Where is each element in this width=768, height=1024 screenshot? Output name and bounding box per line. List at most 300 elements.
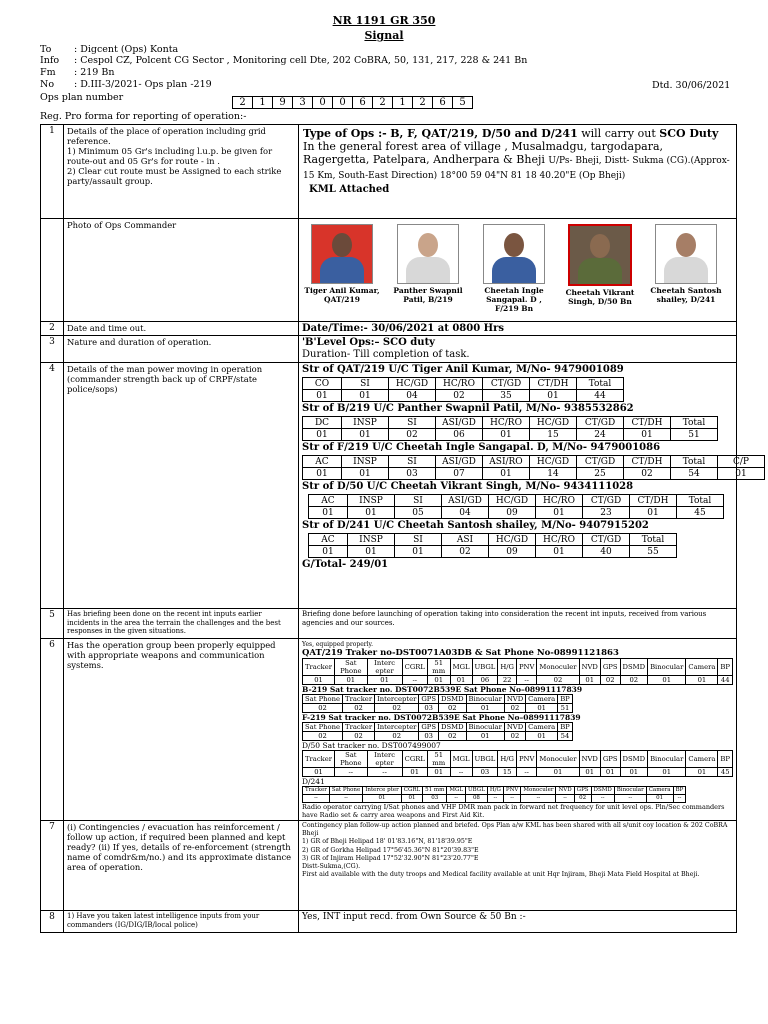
manpower-header-cell: Total — [671, 456, 718, 468]
manpower-value-cell: 01 — [624, 429, 671, 441]
equipment-value-cell: 02 — [343, 704, 375, 713]
equipment-value-cell: 01 — [303, 676, 335, 685]
equipment-header-cell: Binocular — [614, 787, 646, 795]
equipment-value-cell: 02 — [303, 704, 343, 713]
equipment-header-cell: Intercepter — [375, 723, 419, 732]
manpower-group-title: Str of QAT/219 U/C Tiger Anil Kumar, M/No- 9479001089 — [302, 364, 624, 375]
contingency-line: Distt-Sukma,(CG). — [302, 863, 361, 871]
equipment-value-cell: 01 — [686, 676, 718, 685]
equipment-value-cell: 01 — [363, 795, 402, 803]
equipment-header-cell: Camera — [526, 695, 558, 704]
equipment-header-cell: NVD — [504, 695, 525, 704]
manpower-table — [302, 416, 718, 441]
photo-body-shape — [578, 258, 622, 286]
equipment-header-cell: NVD — [504, 723, 525, 732]
manpower-value-cell: 54 — [671, 468, 718, 480]
equipment-header-cell: BP — [558, 695, 573, 704]
equipment-value-cell: 06 — [472, 676, 498, 685]
equipment-header-cell: DSMD — [591, 787, 614, 795]
equipment-header-cell: BP — [718, 751, 733, 768]
equipment-value-cell: 01 — [620, 768, 648, 777]
row-contingency: 7 (i) Contingencies / evacuation has reinforcement / follow up action, if required been planned and kept ready? (ii) If yes, details of re-enforcement (strength name of comdr&m/no.) and its approximate distance area of operation. Contingency plan follow-up action planned and briefed. Ops Plan a/w KML has been shared with all s/unit coy location & 202 CoBRA Bheji 1) GR of Bheji Helipad 18' 01'83.16"N, 81'18'39.95"E 2) GR of Gorkha Helipad 17°56'45.36"N 81°20'39.83"E 3) GR of Injiram Helipad 17°52'32.90"N 81°23'20.77"E Distt-Sukma,(CG). First aid available with the duty troops and Medical facility available at unit Hqr Injiram, Bheji Mata Field Hospital at Bheji. — [41, 821, 737, 911]
ops-plan-digit: 1 — [253, 97, 273, 109]
equipment-value-cell: 02 — [375, 704, 419, 713]
contingency-line: 1) GR of Bheji Helipad 18' 01'83.16"N, 81'18'39.95"E — [302, 838, 473, 846]
equipment-header-cell: Monoculer — [537, 659, 579, 676]
equipment-header-cell: MGL — [447, 787, 466, 795]
equipment-header-cell: Tracker — [303, 787, 330, 795]
manpower-header-cell: ASI/GD — [442, 495, 489, 507]
header-info: Info : Cespol CZ, Polcent CG Sector , Monitoring cell Dte, 202 CoBRA, 50, 131, 217, 228 & 241 Bn — [40, 55, 528, 66]
equipment-value-cell: -- — [487, 795, 503, 803]
equipment-value-cell: -- — [447, 795, 466, 803]
contingency-line: 3) GR of Injiram Helipad 17°52'32.90"N 81°23'20.77"E — [302, 854, 479, 862]
equipment-header-cell: PNV — [503, 787, 521, 795]
manpower-value-cell: 03 — [389, 468, 436, 480]
manpower-header-cell: SI — [342, 378, 389, 390]
equipment-value-cell: 51 — [558, 704, 573, 713]
equipment-header-cell: Intercepter — [375, 695, 419, 704]
qat-equipment-table — [302, 658, 733, 685]
equipment-header-cell: CGRL — [401, 787, 422, 795]
manpower-value-cell: 01 — [348, 507, 395, 519]
d50-equipment-table — [302, 750, 733, 777]
manpower-value-cell: 01 — [342, 429, 389, 441]
manpower-table — [302, 455, 765, 480]
equipment-header-cell: Tracker — [303, 751, 335, 768]
manpower-header-cell: CT/DH — [624, 417, 671, 429]
manpower-header-cell: Total — [671, 417, 718, 429]
manpower-value-cell: 01 — [342, 468, 389, 480]
equipment-value-cell: 01 — [648, 768, 686, 777]
photo-head-shape — [332, 233, 352, 257]
equipment-header-cell: Tracker — [343, 695, 375, 704]
equipment-header-cell: Tracker — [343, 723, 375, 732]
manpower-value-cell: 24 — [577, 429, 624, 441]
ops-plan-label: Ops plan number — [40, 92, 124, 103]
manpower-header-cell: Total — [677, 495, 724, 507]
manpower-value-cell: 01 — [395, 546, 442, 558]
manpower-table — [308, 494, 724, 519]
equipment-value-cell: 02 — [574, 795, 591, 803]
manpower-table — [308, 533, 677, 558]
commander-card — [388, 224, 468, 313]
equipment-header-cell: Binocular — [466, 695, 504, 704]
equipment-value-cell: 01 — [686, 768, 718, 777]
manpower-group-title: Str of D/241 U/C Cheetah Santosh shailey, M/No- 9407915202 — [302, 520, 649, 531]
equipment-header-cell: Camera — [686, 751, 718, 768]
commander-photo — [655, 224, 717, 284]
commander-photo — [311, 224, 373, 284]
photo-head-shape — [676, 233, 696, 257]
equipment-value-cell: -- — [367, 768, 402, 777]
manpower-value-cell: 14 — [530, 468, 577, 480]
equipment-value-cell: -- — [335, 768, 368, 777]
equipment-header-cell: MGL — [450, 751, 472, 768]
equipment-header-cell: H/G — [498, 659, 517, 676]
ops-plan-digit: 9 — [273, 97, 293, 109]
equipment-value-cell: 02 — [504, 732, 525, 741]
equipment-value-cell: 54 — [558, 732, 573, 741]
signal-number: NR 1191 GR 350 — [332, 14, 436, 27]
manpower-header-cell: HC/GD — [530, 456, 577, 468]
equipment-value-cell: -- — [556, 795, 574, 803]
equipment-value-cell: 02 — [343, 732, 375, 741]
manpower-header-cell: HC/GD — [530, 417, 577, 429]
f219-equipment-table — [302, 722, 573, 741]
equipment-value-cell: 01 — [526, 732, 558, 741]
equipment-header-cell: DSMD — [439, 695, 467, 704]
equipment-value-cell: -- — [516, 676, 536, 685]
photo-head-shape — [504, 233, 524, 257]
equipment-header-cell: Binocular — [648, 659, 686, 676]
photo-body-shape — [492, 257, 536, 284]
manpower-value-cell: 01 — [718, 468, 765, 480]
equipment-header-cell: NVD — [579, 659, 600, 676]
contingency-line: 2) GR of Gorkha Helipad 17°56'45.36"N 81°20'39.83"E — [302, 846, 479, 854]
equipment-header-cell: Binocular — [648, 751, 686, 768]
manpower-value-cell: 01 — [342, 390, 389, 402]
equipment-header-cell: Binocular — [466, 723, 504, 732]
equipment-header-cell: Monoculer — [521, 787, 556, 795]
manpower-header-cell: CT/GD — [483, 378, 530, 390]
equipment-header-cell: Monoculer — [537, 751, 579, 768]
header-date: Dtd. 30/06/2021 — [652, 80, 731, 91]
equipment-value-cell: -- — [673, 795, 686, 803]
photo-body-shape — [664, 257, 708, 284]
equipment-value-cell: 02 — [439, 704, 467, 713]
manpower-header-cell: SI — [395, 534, 442, 546]
commander-name: Cheetah Ingle Sangapal. D , F/219 Bn — [484, 286, 544, 313]
row-date-time: 2 Date and time out. Date/Time:- 30/06/2021 at 0800 Hrs — [41, 322, 737, 336]
equipment-value-cell: 01 — [537, 768, 579, 777]
row-briefing: 5 Has briefing been done on the recent int inputs earlier incidents in the area the terrain the challenges and the best responses in the given situations. Briefing done before launching of operation taking into consideration the recent int inputs, received from various agencies and our sources. — [41, 609, 737, 639]
manpower-value-cell: 06 — [436, 429, 483, 441]
row-nature-duration: 3 Nature and duration of operation. 'B'Level Ops:– SCO duty Duration- Till completion of task. — [41, 336, 737, 363]
photo-head-shape — [418, 233, 438, 257]
commander-photos — [302, 220, 733, 313]
manpower-value-cell: 04 — [389, 390, 436, 402]
equipment-header-cell: DSMD — [620, 659, 648, 676]
manpower-table — [302, 377, 624, 402]
contingency-line: Contingency plan follow-up action planned and briefed. Ops Plan a/w KML has been shared with all s/unit coy location & 202 CoBRA Bheji — [302, 822, 728, 838]
manpower-header-cell: ASI/GD — [436, 456, 483, 468]
equipment-header-cell: MGL — [450, 659, 472, 676]
equipment-value-cell: -- — [516, 768, 536, 777]
contingency-line: First aid available with the duty troops and Medical facility available at unit Hqr Injiram, Bheji Mata Field Hospital at Bheji. — [302, 871, 700, 879]
equipment-value-cell: 03 — [423, 795, 447, 803]
equipment-value-cell: 02 — [375, 732, 419, 741]
manpower-header-cell: CT/DH — [624, 456, 671, 468]
manpower-value-cell: 01 — [483, 468, 530, 480]
header-no: No : D.III-3/2021- Ops plan -219 — [40, 79, 212, 90]
equipment-value-cell: 02 — [600, 676, 620, 685]
header-from: Fm : 219 Bn — [40, 67, 115, 78]
manpower-value-cell: 01 — [309, 546, 348, 558]
equipment-value-cell: 08 — [466, 795, 488, 803]
equipment-header-cell: GPS — [574, 787, 591, 795]
manpower-header-cell: CT/DH — [530, 378, 577, 390]
manpower-value-cell: 01 — [303, 390, 342, 402]
manpower-header-cell: CT/DH — [630, 495, 677, 507]
equipment-header-cell: Interc epter — [367, 751, 402, 768]
equipment-value-cell: 45 — [718, 768, 733, 777]
equipment-value-cell: 03 — [419, 704, 439, 713]
equipment-value-cell: 01 — [579, 768, 600, 777]
equipment-header-cell: GPS — [600, 659, 620, 676]
equipment-value-cell: 03 — [472, 768, 498, 777]
equipment-header-cell: CGRL — [402, 659, 427, 676]
manpower-header-cell: AC — [303, 456, 342, 468]
equipment-value-cell: 02 — [303, 732, 343, 741]
ops-plan-digit: 2 — [373, 97, 393, 109]
equipment-value-cell: 44 — [718, 676, 733, 685]
manpower-value-cell: 23 — [583, 507, 630, 519]
commander-name: Tiger Anil Kumar, QAT/219 — [304, 286, 380, 304]
equipment-header-cell: UBGL — [472, 659, 498, 676]
ops-plan-digit: 0 — [313, 97, 333, 109]
equipment-header-cell: CGRL — [402, 751, 427, 768]
equipment-value-cell: 01 — [600, 768, 620, 777]
equipment-value-cell: 02 — [504, 704, 525, 713]
manpower-value-cell: 45 — [677, 507, 724, 519]
equipment-header-cell: Camera — [686, 659, 718, 676]
manpower-header-cell: DC — [303, 417, 342, 429]
grand-total: G/Total- 249/01 — [302, 559, 389, 570]
commander-card — [646, 224, 726, 313]
contingency-details — [299, 821, 737, 911]
manpower-value-cell: 01 — [483, 429, 530, 441]
manpower-value-cell: 02 — [436, 390, 483, 402]
equipment-header-cell: Sat Phone — [335, 751, 368, 768]
equipment-header-cell: Camera — [526, 723, 558, 732]
manpower-value-cell: 01 — [530, 390, 577, 402]
manpower-group-title: Str of F/219 U/C Cheetah Ingle Sangapal. D, M/No- 9479001086 — [302, 442, 661, 453]
row-equipment: 6 Has the operation group been properly equipped with appropriate weapons and communication systems. Yes, equipped properly. QAT/219 Traker no-DST0071A03DB & Sat Phone No-08991121863 Tracker Sat Phone Interc epter CGRL 51 mm MGL UBGL H/G PNV Monoculer NVD GPS DSMD Binocular Camera BP 01 01 01 -- 01 01 06 22 -- 02 01 02 02 01 01 44 B-219 Sat tracker no. DST0072B539E Sat Phone No–08991117839 Sat Phone Tracker Intercepter GPS DSMD Binocular NVD Camera BP 02 02 02 03 02 01 02 01 51 F-219 Sat tracker no. DST0072B539E Sat Phone No–08991117839 Sat Phone Tracker Intercepter GPS DSMD Binocular NVD Camera BP 02 02 02 03 02 01 02 01 54 D/50 Sat tracker no. DST007499007 Tracker Sat Phone Interc epter CGRL 51 mm MGL UBGL H/G PNV Monoculer NVD GPS DSMD Binocular Camera BP 01 -- -- 01 01 -- 03 15 -- 01 01 01 01 01 01 45 D/241 Tracker Sat Phone Interce pter CGRL 51 mm MGL UBGL H/G PNV Monoculer NVD GPS DSMD Binocular Camera BP -- -- 01 01 03 -- 08 -- -- -- -- 02 -- -- 01 -- Radio operator carrying I/Sat phones and VHF DMR man pack in forward net frequency for unit level ops. Pln/Sec commanders have Radio set & carry area weapons and First Aid Kit. — [41, 639, 737, 821]
equipment-value-cell: 02 — [439, 732, 467, 741]
manpower-header-cell: CO — [303, 378, 342, 390]
equipment-value-cell: 01 — [466, 704, 504, 713]
manpower-value-cell: 01 — [309, 507, 348, 519]
manpower-header-cell: ASI — [442, 534, 489, 546]
equipment-value-cell: 01 — [367, 676, 402, 685]
manpower-header-cell: INSP — [342, 456, 389, 468]
manpower-value-cell: 44 — [577, 390, 624, 402]
manpower-header-cell: Total — [630, 534, 677, 546]
manpower-value-cell: 09 — [489, 507, 536, 519]
equipment-value-cell: 01 — [427, 768, 450, 777]
ops-plan-digit: 6 — [353, 97, 373, 109]
manpower-header-cell: HC/RO — [483, 417, 530, 429]
manpower-value-cell: 01 — [303, 468, 342, 480]
manpower-header-cell: HC/RO — [436, 378, 483, 390]
commander-card — [302, 224, 382, 313]
equipment-header-cell: UBGL — [466, 787, 488, 795]
equipment-value-cell: -- — [591, 795, 614, 803]
manpower-header-cell: SI — [395, 495, 442, 507]
manpower-header-cell: INSP — [342, 417, 389, 429]
commander-name: Panther Swapnil Patil, B/219 — [393, 286, 463, 304]
equipment-value-cell: -- — [503, 795, 521, 803]
equipment-value-cell: 01 — [303, 768, 335, 777]
d241-equipment-table — [302, 786, 686, 803]
equipment-header-cell: BP — [558, 723, 573, 732]
equipment-header-cell: Sat Phone — [335, 659, 368, 676]
equipment-header-cell: H/G — [498, 751, 517, 768]
equipment-header-cell: DSMD — [439, 723, 467, 732]
row-intelligence: 8 1) Have you taken latest intelligence inputs from your commanders (IG/DIG/IB/local police) Yes, INT input recd. from Own Source & 50 Bn :- — [41, 911, 737, 933]
equipment-header-cell: Tracker — [303, 659, 335, 676]
manpower-value-cell: 02 — [624, 468, 671, 480]
manpower-header-cell: HC/RO — [536, 534, 583, 546]
equipment-header-cell: GPS — [600, 751, 620, 768]
manpower-value-cell: 07 — [436, 468, 483, 480]
manpower-value-cell: 01 — [630, 507, 677, 519]
equipment-value-cell: 01 — [648, 676, 686, 685]
equipment-header-cell: Sat Phone — [303, 723, 343, 732]
equipment-header-cell: PNV — [516, 659, 536, 676]
equipment-value-cell: 01 — [646, 795, 673, 803]
manpower-groups — [302, 364, 749, 558]
manpower-header-cell: AC — [309, 534, 348, 546]
signal-heading: Signal — [364, 29, 404, 42]
manpower-value-cell: 04 — [442, 507, 489, 519]
equipment-value-cell: -- — [614, 795, 646, 803]
manpower-value-cell: 01 — [303, 429, 342, 441]
manpower-value-cell: 35 — [483, 390, 530, 402]
manpower-header-cell: INSP — [348, 534, 395, 546]
equipment-header-cell: Interce pter — [363, 787, 402, 795]
manpower-header-cell: C/P — [718, 456, 765, 468]
equipment-header-cell: Camera — [646, 787, 673, 795]
equipment-header-cell: UBGL — [472, 751, 498, 768]
manpower-value-cell: 51 — [671, 429, 718, 441]
commander-card — [474, 224, 554, 313]
manpower-value-cell: 01 — [348, 546, 395, 558]
equipment-value-cell: 22 — [498, 676, 517, 685]
ops-plan-digit: 0 — [333, 97, 353, 109]
manpower-header-cell: CT/GD — [577, 417, 624, 429]
commander-name: Cheetah Santosh shailey, D/241 — [650, 286, 722, 304]
manpower-value-cell: 05 — [395, 507, 442, 519]
equipment-value-cell: 01 — [402, 768, 427, 777]
equipment-value-cell: 15 — [498, 768, 517, 777]
manpower-header-cell: HC/GD — [389, 378, 436, 390]
equipment-header-cell: DSMD — [620, 751, 648, 768]
commander-card — [560, 224, 640, 313]
manpower-header-cell: HC/RO — [536, 495, 583, 507]
equipment-value-cell: 02 — [537, 676, 579, 685]
manpower-value-cell: 09 — [489, 546, 536, 558]
equipment-value-cell: 02 — [620, 676, 648, 685]
manpower-header-cell: HC/GD — [489, 495, 536, 507]
commander-name: Cheetah Vikrant Singh, D/50 Bn — [565, 288, 635, 306]
equipment-value-cell: -- — [329, 795, 362, 803]
ops-plan-number — [232, 96, 473, 109]
equipment-header-cell: H/G — [487, 787, 503, 795]
equipment-value-cell: 01 — [450, 676, 472, 685]
manpower-value-cell: 40 — [583, 546, 630, 558]
ops-plan-digit: 2 — [233, 97, 253, 109]
equipment-header-cell: BP — [718, 659, 733, 676]
equipment-header-cell: NVD — [579, 751, 600, 768]
equipment-value-cell: -- — [450, 768, 472, 777]
header-to: To : Digcent (Ops) Konta — [40, 44, 179, 55]
manpower-group-title: Str of B/219 U/C Panther Swapnil Patil, M/No- 9385532862 — [302, 403, 634, 414]
equipment-value-cell: 01 — [526, 704, 558, 713]
ops-plan-digit: 2 — [413, 97, 433, 109]
manpower-header-cell: ASI/RO — [483, 456, 530, 468]
commander-photo — [397, 224, 459, 284]
manpower-header-cell: Total — [577, 378, 624, 390]
photo-body-shape — [320, 257, 364, 284]
equipment-value-cell: -- — [303, 795, 330, 803]
equipment-value-cell: 01 — [579, 676, 600, 685]
equipment-header-cell: 51 mm — [423, 787, 447, 795]
equipment-value-cell: -- — [402, 676, 427, 685]
operation-proforma-table — [40, 124, 749, 933]
ops-plan-digit: 1 — [393, 97, 413, 109]
manpower-value-cell: 02 — [389, 429, 436, 441]
manpower-value-cell: 01 — [536, 507, 583, 519]
row-photo-commander: Photo of Ops Commander Tiger Anil Kumar, QAT/219 Panther Swapnil Patil, B/219 Cheetah Ingle Sangapal. D , F/219 Bn Cheetah Vikrant Singh, D/50 Bn Cheetah Santosh shailey, D/241 — [41, 219, 737, 322]
equipment-value-cell: 01 — [335, 676, 368, 685]
row-manpower: 4 Details of the man power moving in operation (commander strength back up of CRPF/state police/sops) Str of QAT/219 U/C Tiger Anil Kumar, M/No- 9479001089 CO SI HC/GD HC/RO CT/GD CT/DH Total 01 01 04 02 35 01 44 Str of B/219 U/C Panther Swapnil Patil, M/No- 9385532862 DC INSP SI ASI/GD HC/RO HC/GD CT/GD CT/DH Total 01 01 02 06 01 15 24 01 51 Str of F/219 U/C Cheetah Ingle Sangapal. D, M/No- 9479001086 AC INSP SI ASI/GD ASI/RO HC/GD CT/GD CT/DH Total C/P 01 01 03 07 01 14 25 02 54 01 Str of D/50 U/C Cheetah Vikrant Singh, M/No- 9434111028 AC INSP SI ASI/GD HC/GD HC/RO CT/GD CT/DH Total 01 01 05 04 09 01 23 01 45 Str of D/241 U/C Cheetah Santosh shailey, M/No- 9407915202 AC INSP SI ASI HC/GD HC/RO CT/GD Total 01 01 01 02 09 01 40 55 G/Total- 249/01 — [41, 363, 737, 609]
manpower-header-cell: CT/GD — [583, 495, 630, 507]
equipment-value-cell: 01 — [427, 676, 450, 685]
ops-plan-digit: 3 — [293, 97, 313, 109]
manpower-header-cell: AC — [309, 495, 348, 507]
b219-equipment-table — [302, 694, 573, 713]
equipment-header-cell: Interc epter — [367, 659, 402, 676]
equipment-value-cell: 03 — [419, 732, 439, 741]
ops-plan-digit: 6 — [433, 97, 453, 109]
manpower-value-cell: 15 — [530, 429, 577, 441]
equipment-header-cell: Sat Phone — [303, 695, 343, 704]
manpower-header-cell: CT/GD — [583, 534, 630, 546]
manpower-header-cell: SI — [389, 456, 436, 468]
manpower-value-cell: 25 — [577, 468, 624, 480]
ops-plan-digit: 5 — [453, 97, 473, 109]
manpower-value-cell: 01 — [536, 546, 583, 558]
equipment-header-cell: NVD — [556, 787, 574, 795]
equipment-header-cell: GPS — [419, 723, 439, 732]
equipment-header-cell: 51 mm — [427, 751, 450, 768]
manpower-header-cell: ASI/GD — [436, 417, 483, 429]
manpower-header-cell: SI — [389, 417, 436, 429]
equipment-header-cell: Sat Phone — [329, 787, 362, 795]
manpower-value-cell: 02 — [442, 546, 489, 558]
row-place-of-operation: 1 Details of the place of operation including grid reference. 1) Minimum 05 Gr's including l.u.p. be given for route-out and 05 Gr's for route - in . 2) Clear cut route must be Assigned to each strike party/assault group. Type of Ops :- B, F, QAT/219, D/50 and D/241 will carry out SCO Duty In the general forest area of village , Musalmadgu, targodapara, Ragergetta, Patelpara, Andherpara & Bheji U/Ps- Bheji, Distt- Sukma (CG).(Approx- 15 Km, South-East Direction) 18°00 59 04"N 81 18 40.20"E (Op Bheji) KML Attached — [41, 125, 737, 219]
manpower-header-cell: HC/GD — [489, 534, 536, 546]
photo-body-shape — [406, 257, 450, 284]
equipment-value-cell: -- — [521, 795, 556, 803]
equipment-header-cell: BP — [673, 787, 686, 795]
equipment-header-cell: GPS — [419, 695, 439, 704]
manpower-header-cell: INSP — [348, 495, 395, 507]
equipment-value-cell: 01 — [401, 795, 422, 803]
manpower-header-cell: CT/GD — [577, 456, 624, 468]
proforma-label: Reg. Pro forma for reporting of operation:- — [40, 111, 247, 122]
commander-photo — [483, 224, 545, 284]
equipment-value-cell: 01 — [466, 732, 504, 741]
manpower-value-cell: 55 — [630, 546, 677, 558]
photo-head-shape — [590, 234, 610, 258]
commander-photo — [568, 224, 632, 286]
equipment-header-cell: 51 mm — [427, 659, 450, 676]
equipment-header-cell: PNV — [516, 751, 536, 768]
manpower-group-title: Str of D/50 U/C Cheetah Vikrant Singh, M/No- 9434111028 — [302, 481, 634, 492]
